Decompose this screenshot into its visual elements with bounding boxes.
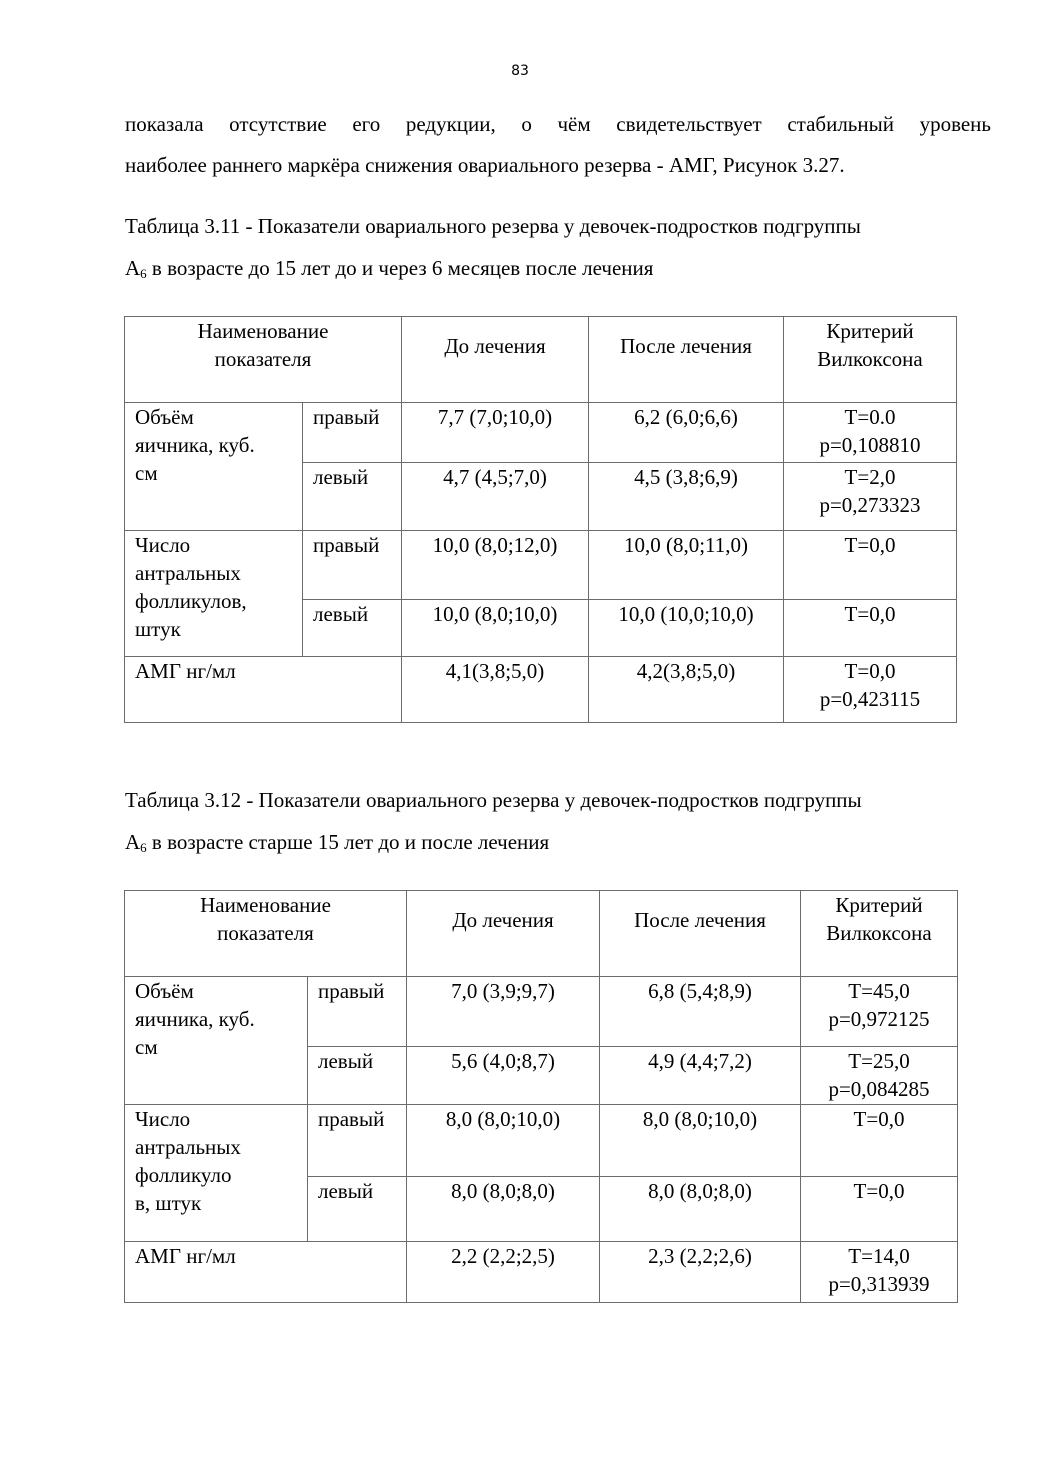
wilcoxon-value: T=45,0 p=0,972125: [801, 977, 958, 1047]
before-treatment-header: До лечения: [402, 317, 589, 403]
table1-caption-line-1: Таблица 3.11 - Показатели овариального резерва у девочек-подростков подгруппы: [125, 214, 861, 238]
wilcoxon-value: T=0,0 p=0,423115: [784, 657, 957, 723]
page-number: 83: [511, 63, 529, 79]
after-treatment-header: После лечения: [600, 891, 801, 977]
before-value: 2,2 (2,2;2,5): [407, 1242, 600, 1303]
side-label: правый: [308, 977, 407, 1047]
before-value: 10,0 (8,0;12,0): [402, 531, 589, 600]
indicator-header: Наименование показателя: [125, 317, 402, 403]
before-value: 4,1(3,8;5,0): [402, 657, 589, 723]
before-value: 8,0 (8,0;8,0): [407, 1177, 600, 1242]
after-value: 8,0 (8,0;8,0): [600, 1177, 801, 1242]
amh-label: АМГ нг/мл: [125, 657, 402, 723]
after-treatment-header: После лечения: [589, 317, 784, 403]
body-paragraph-line-1: показала отсутствие его редукции, о чём свидетельствует стабильный уровень: [125, 112, 991, 136]
table-row: [125, 403, 957, 463]
table-row: [125, 1242, 958, 1303]
before-value: 8,0 (8,0;10,0): [407, 1105, 600, 1177]
before-value: 7,7 (7,0;10,0): [402, 403, 589, 463]
after-value: 8,0 (8,0;10,0): [600, 1105, 801, 1177]
table-row: [125, 1105, 958, 1177]
table1-caption-line-2: $А_6$ в возрасте до 15 лет до и через 6 месяцев после лечения: [125, 256, 654, 281]
wilcoxon-value: T=0.0 p=0,108810: [784, 403, 957, 463]
before-value: 10,0 (8,0;10,0): [402, 600, 589, 657]
side-label: левый: [303, 463, 402, 531]
wilcoxon-value: T=0,0: [784, 531, 957, 600]
table2-caption-line-2: $А_6$ в возрасте старше 15 лет до и после лечения: [125, 830, 550, 855]
ovary-volume-label: Объём яичника, куб. см: [125, 403, 303, 531]
antral-follicles-label: Число антральных фолликуло в, штук: [125, 1105, 308, 1242]
side-label: левый: [308, 1177, 407, 1242]
table-header-row: [125, 317, 957, 403]
table-row: [125, 531, 957, 600]
table-3-11: [124, 316, 957, 723]
table-header-row: [125, 891, 958, 977]
after-value: 6,8 (5,4;8,9): [600, 977, 801, 1047]
table2-caption-line-1: Таблица 3.12 - Показатели овариального резерва у девочек-подростков подгруппы: [125, 788, 862, 812]
side-label: правый: [303, 531, 402, 600]
after-value: 2,3 (2,2;2,6): [600, 1242, 801, 1303]
antral-follicles-label: Число антральных фолликулов, штук: [125, 531, 303, 657]
before-treatment-header: До лечения: [407, 891, 600, 977]
indicator-header: Наименование показателя: [125, 891, 407, 977]
after-value: 4,2(3,8;5,0): [589, 657, 784, 723]
wilcoxon-value: T=0,0: [801, 1177, 958, 1242]
side-label: правый: [308, 1105, 407, 1177]
wilcoxon-value: T=0,0: [784, 600, 957, 657]
wilcoxon-value: T=14,0 p=0,313939: [801, 1242, 958, 1303]
before-value: 4,7 (4,5;7,0): [402, 463, 589, 531]
wilcoxon-value: T=0,0: [801, 1105, 958, 1177]
after-value: 4,9 (4,4;7,2): [600, 1047, 801, 1105]
table-row: [125, 657, 957, 723]
side-label: левый: [303, 600, 402, 657]
wilcoxon-value: T=25,0 p=0,084285: [801, 1047, 958, 1105]
wilcoxon-header: Критерий Вилкоксона: [784, 317, 957, 403]
side-label: правый: [303, 403, 402, 463]
table-row: [125, 977, 958, 1047]
side-label: левый: [308, 1047, 407, 1105]
table-3-12: [124, 890, 958, 1303]
body-paragraph-line-2: наиболее раннего маркёра снижения овариального резерва - АМГ, Рисунок 3.27.: [125, 153, 845, 177]
before-value: 5,6 (4,0;8,7): [407, 1047, 600, 1105]
after-value: 10,0 (8,0;11,0): [589, 531, 784, 600]
after-value: 10,0 (10,0;10,0): [589, 600, 784, 657]
wilcoxon-value: T=2,0 p=0,273323: [784, 463, 957, 531]
amh-label: АМГ нг/мл: [125, 1242, 407, 1303]
after-value: 4,5 (3,8;6,9): [589, 463, 784, 531]
wilcoxon-header: Критерий Вилкоксона: [801, 891, 958, 977]
ovary-volume-label: Объём яичника, куб. см: [125, 977, 308, 1105]
before-value: 7,0 (3,9;9,7): [407, 977, 600, 1047]
after-value: 6,2 (6,0;6,6): [589, 403, 784, 463]
